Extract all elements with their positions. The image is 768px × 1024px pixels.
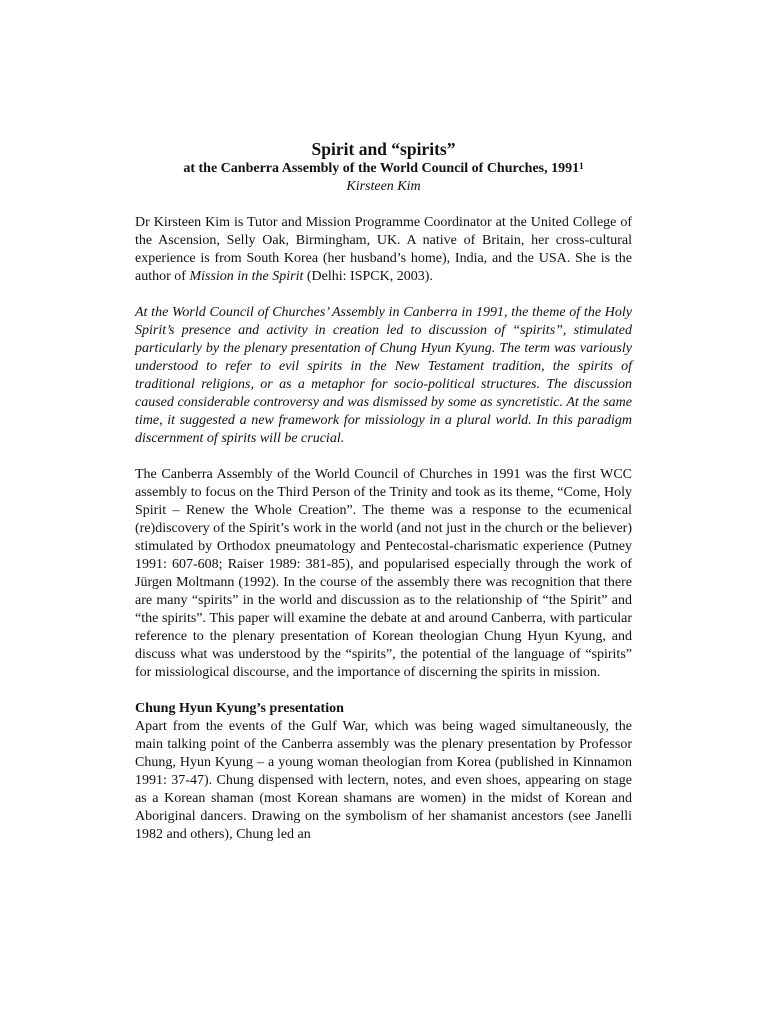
intro-paragraph: The Canberra Assembly of the World Council of Churches in 1991 was the first WCC assembly to focus on the Third Person of the Trinity and took as its theme, “Come, Holy Spirit – Renew the Whole Creation”. The theme was a response to the ecumenical (re)discovery of the Spirit’s work in the world (and not just in the church or the believer) stimulated by Orthodox pneumatology and Pentecostal-charismatic experience (Putney 1991: 607-608; Raiser 1989: 381-85), and popularised especially through the work of Jürgen Moltmann (1992). In the course of the assembly there was recognition that there are many “spirits” in the world and discussion as to the relationship of “the Spirit” and “the spirits”. This paper will examine the debate at and around Canberra, with particular reference to the plenary presentation of Korean theologian Chung Hyun Kyung, and discuss what was understood by the “spirits”, the potential of the language of “spirits” for missiological discourse, and the importance of discerning the spirits in mission. xyxy=(135,467,632,680)
section-heading: Chung Hyun Kyung’s presentation xyxy=(135,701,344,716)
abstract: At the World Council of Churches’ Assembly in Canberra in 1991, the theme of the Holy Spirit’s presence and activity in creation led to discussion of “spirits”, stimulated particularly by the plenary presentation of Chung Hyun Kyung. The term was variously understood to refer to evil spirits in the New Testament tradition, the spirits of traditional religions, or as a metaphor for socio-political structures. The discussion caused considerable controversy and was dismissed by some as syncretistic. At the same time, it suggested a new framework for missiology in a plural world. In this paradigm discernment of spirits will be crucial. xyxy=(135,305,632,446)
paper-title: Spirit and “spirits” xyxy=(311,139,456,159)
footnote-marker: 1 xyxy=(579,161,584,171)
bio-book-title: Mission in the Spirit xyxy=(189,269,304,284)
document-page xyxy=(135,138,632,844)
bio-text-after: (Delhi: ISPCK, 2003). xyxy=(303,269,433,284)
bio-text-before: Dr Kirsteen Kim is Tutor and Mission Programme Coordinator at the United College of the Ascension, Selly Oak, Birmingham, UK. A native of Britain, her cross-cultural experience is from South Korea (her husband’s home), India, and the USA. She is the author of xyxy=(135,215,632,284)
section-body: Apart from the events of the Gulf War, which was being waged simultaneously, the main talking point of the Canberra assembly was the plenary presentation by Professor Chung, Hyun Kyung – a young woman theologian from Korea (published in Kinnamon 1991: 37-47). Chung dispensed with lectern, notes, and even shoes, appearing on stage as a Korean shaman (most Korean shamans are women) in the midst of Korean and Aboriginal dancers. Drawing on the symbolism of her shamanist ancestors (see Janelli 1982 and others), Chung led an xyxy=(135,719,632,842)
subtitle-text: at the Canberra Assembly of the World Council of Churches, 1991 xyxy=(183,161,580,176)
author-name: Kirsteen Kim xyxy=(346,179,421,194)
paper-subtitle xyxy=(135,160,632,178)
author-bio xyxy=(135,214,632,286)
